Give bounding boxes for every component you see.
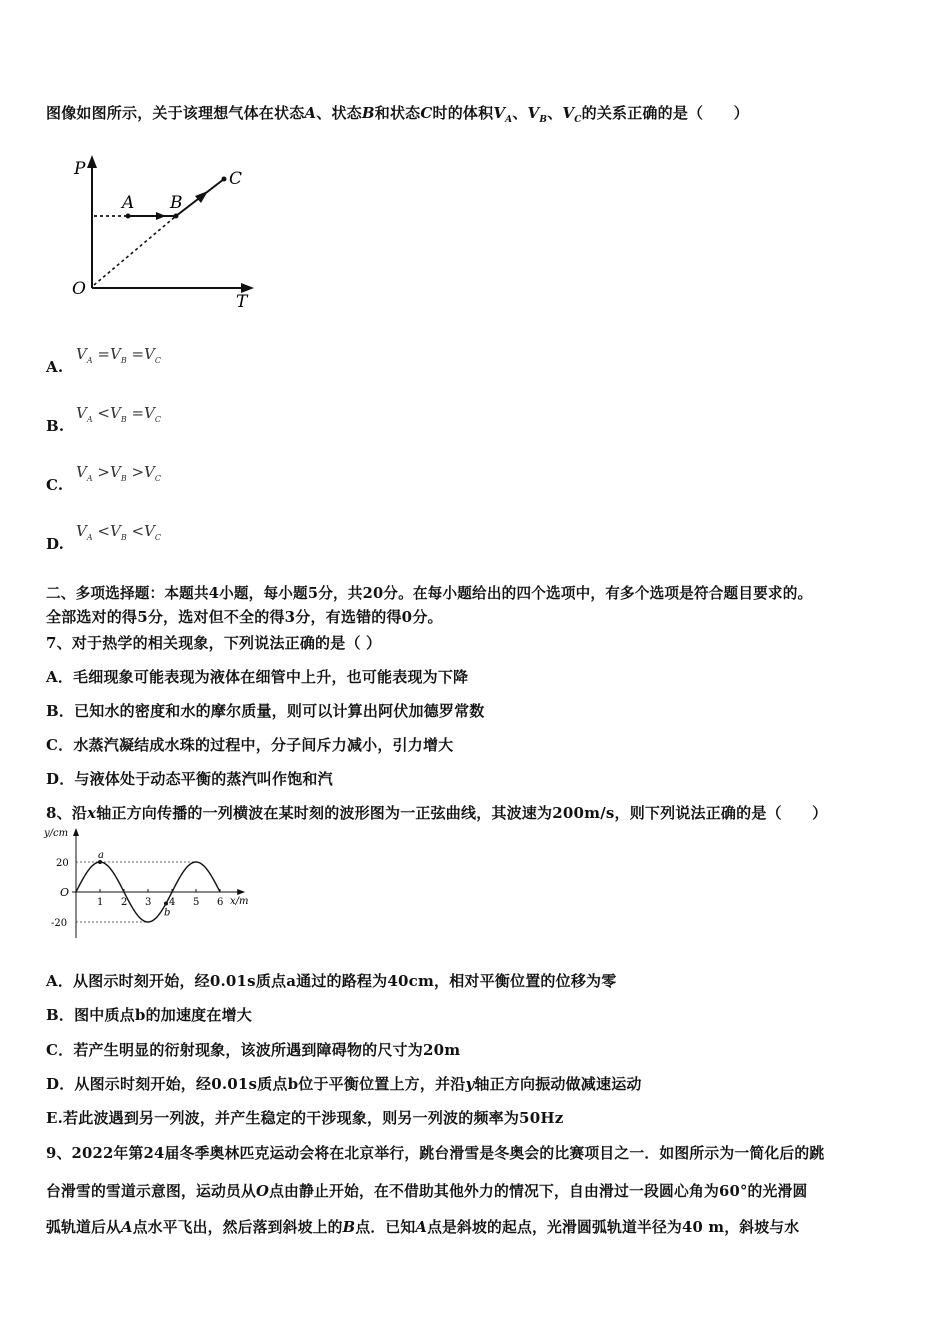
point-b [174,214,179,219]
q8-option-c[interactable]: C．若产生明显的衍射现象，该波所遇到障碍物的尺寸为20m [46,1041,461,1059]
q8-option-d[interactable]: D．从图示时刻开始，经0.01s质点b位于平衡位置上方，并沿y轴正方向振动做减速运动 [46,1075,642,1093]
q7-option-c[interactable]: C．水蒸汽凝结成水珠的过程中，分子间斥力减小，引力增大 [46,736,454,754]
y-tick-label: -20 [51,918,68,929]
p-axis-arrow-icon [87,155,97,168]
q7-option-a[interactable]: A．毛细现象可能表现为液体在细管中上升，也可能表现为下降 [46,668,469,686]
x-tick-label: 4 [169,897,176,908]
x-tick-label: 5 [193,897,200,908]
section2-header-line2: 全部选对的得5分，选对但不全的得3分，有选错的得0分。 [46,608,443,626]
q7-option-b[interactable]: B．已知水的密度和水的摩尔质量，则可以计算出阿伏加德罗常数 [46,702,485,720]
q8-option-a[interactable]: A．从图示时刻开始，经0.01s质点a通过的路程为40cm，相对平衡位置的位移为零 [46,972,617,990]
origin-label: O [72,279,86,299]
point-b [164,901,168,905]
q6-stem: 图像如图所示，关于该理想气体在状态A、状态B和状态C时的体积$V_A$、$V_B$、$V_C$的关系正确的是（ ） [46,104,749,125]
q8-option-b[interactable]: B．图中质点b的加速度在增大 [46,1006,252,1024]
point-a [126,214,131,219]
x-tick-label: 1 [97,897,104,908]
x-axis-label: x/m [230,896,249,907]
section2-header-line1: 二、多项选择题：本题共4小题，每小题5分，共20分。在每小题给出的四个选项中，有多个选项是符合题目要求的。 [46,585,813,602]
q8-stem: 8、沿x轴正方向传播的一列横波在某时刻的波形图为一正弦曲线，其波速为200m/s，则下列说法正确的是（ ） [46,804,828,822]
wave-graph [40,826,260,946]
x-tick-label: 6 [217,897,224,908]
origin-label: O [60,886,70,899]
dashed-line-origin-to-b [94,216,176,285]
document-page: 图像如图所示，关于该理想气体在状态A、状态B和状态C时的体积$V_A$、$V_B$、$V_C$的关系正确的是（ ） P T O A B C A. $V_A =V_B =V_C$ B. $V_A <V_B =V_C$ C. $V_A >V_B >V_C$ D. $V_A <V_B <V_C$ 二、多项选择题：本题共4小题，每小题5分，共20分。在每小题给出的四个选项中，有多个选项是符合题目要求的。 全部选对的得5分，选对但不全的得3分，有选错的得0分。 7、对于热学的相关现象，下列说法正确的是（ ） A．毛细现象可能表现为液体在细管中上升，也可能表现为下降 B．已知水的密度和水的摩尔质量，则可以计算出阿伏加德罗常数 C．水蒸汽凝结成水珠的过程中，分子间斥力减小，引力增大 D．与液体处于动态平衡的蒸汽叫作饱和汽 8、沿x轴正方向传播的一列横波在某时刻的波形图为一正弦曲线，其波速为200m/s，则下列说法正确的是（ ） a b y/cm x/m O 20 -20 1 2 3 4 5 6 A．从图示时刻开始，经0.01s质点a通过的路程为40cm，相对平衡位置的位移为零 B．图中质点b的加速度在增大 C．若产生明显的衍射现象，该波所遇到障碍物的尺寸为20m D．从图示时刻开始，经0.01s质点b位于平衡位置上方，并沿y轴正方向振动做减速运动 E.若此波遇到另一列波，并产生稳定的干涉现象，则另一列波的频率为50Hz 9、2022年第24届冬季奥林匹克运动会将在北京举行，跳台滑雪是冬奥会的比赛项目之一．如图所示为一简化后的跳 台滑雪的雪道示意图，运动员从O点由静止开始，在不借助其他外力的情况下，自由滑过一段圆心角为60°的光滑圆 弧轨道后从A点水平飞出，然后落到斜坡上的B点．已知A点是斜坡的起点，光滑圆弧轨道半径为40 m，斜坡与水 [0,0,950,1344]
arrow-ab-icon [156,212,166,220]
y-axis-arrow-icon [73,828,79,836]
y-axis-label: y/cm [44,828,69,839]
y-tick-label: 20 [56,858,69,869]
x-tick-label: 2 [121,897,128,908]
label-a: a [98,850,104,861]
label-c: C [229,169,243,189]
pt-graph [66,152,266,312]
p-axis-label: P [74,159,86,179]
q9-line2: 台滑雪的雪道示意图，运动员从O点由静止开始，在不借助其他外力的情况下，自由滑过一段圆心角为60°的光滑圆 [46,1183,808,1200]
label-b: b [164,907,171,919]
q9-line1: 9、2022年第24届冬季奥林匹克运动会将在北京举行，跳台滑雪是冬奥会的比赛项目之一．如图所示为一简化后的跳 [46,1145,825,1162]
x-tick-label: 3 [145,897,152,908]
arrow-bc-icon [195,191,208,203]
label-a: A [122,193,135,213]
label-b: B [170,193,183,213]
q8-option-e[interactable]: E.若此波遇到另一列波，并产生稳定的干涉现象，则另一列波的频率为50Hz [46,1109,564,1127]
q9-line3: 弧轨道后从A点水平飞出，然后落到斜坡上的B点．已知A点是斜坡的起点，光滑圆弧轨道半径为40 m，斜坡与水 [46,1219,800,1236]
t-axis-label: T [236,292,248,312]
q7-stem: 7、对于热学的相关现象，下列说法正确的是（ ） [46,634,382,652]
point-c [222,177,227,182]
q7-option-d[interactable]: D．与液体处于动态平衡的蒸汽叫作饱和汽 [46,770,333,788]
x-axis-arrow-icon [237,889,245,895]
